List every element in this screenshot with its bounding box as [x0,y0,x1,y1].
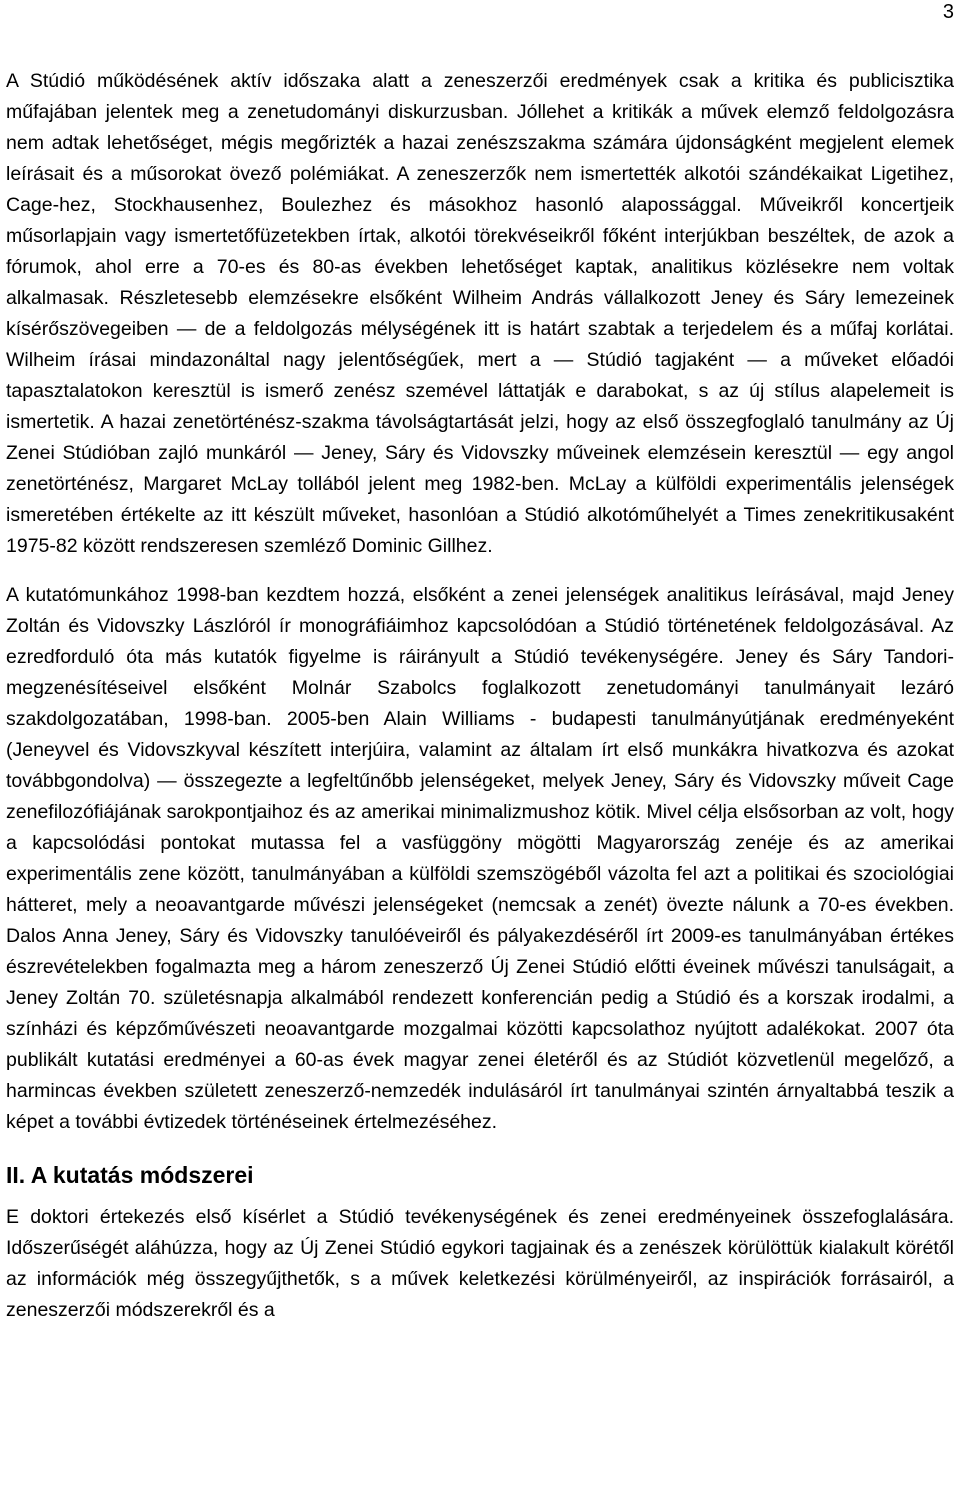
section-heading: II. A kutatás módszerei [6,1162,254,1188]
document-page [6,0,954,1509]
paragraph-research-history: A kutatómunkához 1998-ban kezdtem hozzá, elsőként a zenei jelenségek analitikus leírásával, majd Jeney Zoltán és Vidovszky Lászlóról ír monográfiáimhoz kapcsolódóan a Stúdió történetének feldolgozásával. Az ezredforduló óta más kutatók figyelme is ráirányult a Stúdió tevékenységére. Jeney és Sáry Tandori-megzenésítéseivel elsőként Molnár Szabolcs foglalkozott zenetudományi tanulmányait lezáró szakdolgozatában, 1998-ban. 2005-ben Alain Williams - budapesti tanulmányútjának eredményeként (Jeneyvel és Vidovszkyval készített interjúira, valamint az általam írt első munkákra hivatkozva és azokat továbbgondolva) — összegezte a legfeltűnőbb jelenségeket, melyek Jeney, Sáry és Vidovszky műveit Cage zenefilozófiájának sarokpontjaihoz és az amerikai minimalizmushoz kötik. Mivel célja elsősorban az volt, hogy a kapcsolódási pontokat mutassa fel a vasfüggöny mögötti Magyarország zenéje és az amerikai experimentális zene között, tanulmányában a külföldi szemszögéből vázolta fel azt a politikai és szociológiai hátteret, mely a neoavantgarde művészi jelenségeket (nemcsak a zenét) övezte nálunk a 70-es években. Dalos Anna Jeney, Sáry és Vidovszky tanulóéveiről és pályakezdéséről írt 2009-es tanulmányában értékes észrevételekben fogalmazta meg a három zeneszerző Új Zenei Stúdió előtti éveinek művészi tanulságait, a Jeney Zoltán 70. születésnapja alkalmából rendezett konferencián pedig a Stúdió és a korszak irodalmi, a színházi és képzőművészeti neoavantgarde mozgalmai közötti kapcsolathoz nyújtott adalékokat. 2007 óta publikált kutatási eredményei a 60-as évek magyar zenei életéről és az Stúdiót közvetlenül megelőző, a harmincas években született zeneszerző-nemzedék indulásáról írt tanulmányai szintén árnyaltabbá teszik a képet a további évtizedek történéseinek értelmezéséhez. [6,584,954,1133]
paragraph-studio-activity: A Stúdió működésének aktív időszaka alatt a zeneszerzői eredmények csak a kritika és publicisztika műfajában jelentek meg a zenetudományi diskurzusban. Jóllehet a kritikák a művek elemző feldolgozásra nem adtak lehetőséget, mégis megőrizték a hazai zenészszakma számára újdonságként megjelent elemek leírásait és a műsorokat övező polémiákat. A zeneszerzők nem ismertették alkotói szándékaikat Ligetihez, Cage-hez, Stockhausenhez, Boulezhez és másokhoz hasonló alapossággal. Műveikről koncertjeik műsorlapjain vagy ismertetőfüzetekben írtak, alkotói törekvéseikről főként interjúkban beszéltek, de azok a fórumok, ahol erre a 70-es és 80-as években lehetőséget kaptak, analitikus közlésekre nem voltak alkalmasak. Részletesebb elemzésekre elsőként Wilheim András vállalkozott Jeney és Sáry lemezeinek kísérőszövegeiben — de a feldolgozás mélységének itt is határt szabtak a terjedelem és a műfaj korlátai. Wilheim írásai mindazonáltal nagy jelentőségűek, mert a — Stúdió tagjaként — a műveket előadói tapasztalatokon keresztül is ismerő zenész szemével láttatják e darabokat, s az új stílus alapelemeit is ismertetik. A hazai zenetörténész-szakma távolságtartását jelzi, hogy az első összegfoglaló tanulmány az Új Zenei Stúdióban zajló munkáról — Jeney, Sáry és Vidovszky műveinek elemzésein keresztül — egy angol zenetörténész, Margaret McLay tollából jelent meg 1982-ben. McLay a külföldi experimentális jelenségek ismeretében értékelte az itt készült műveket, hasonlóan a Stúdió alkotóműhelyét a Times zenekritikusaként 1975-82 között rendszeresen szemléző Dominic Gillhez. [6,70,954,557]
page-number: 3 [942,1,954,23]
paragraph-methods-intro: E doktori értekezés első kísérlet a Stúdió tevékenységének és zenei eredményeinek összefoglalására. Időszerűségét aláhúzza, hogy az Új Zenei Stúdió egykori tagjainak és a zenészek körülöttük kialakult körétől az információk még összegyűjthetők, s a művek keletkezési körülményeiről, az inspirációk forrásairól, a zeneszerzői módszerekről és a [6,1206,954,1321]
body-text [6,66,954,1326]
